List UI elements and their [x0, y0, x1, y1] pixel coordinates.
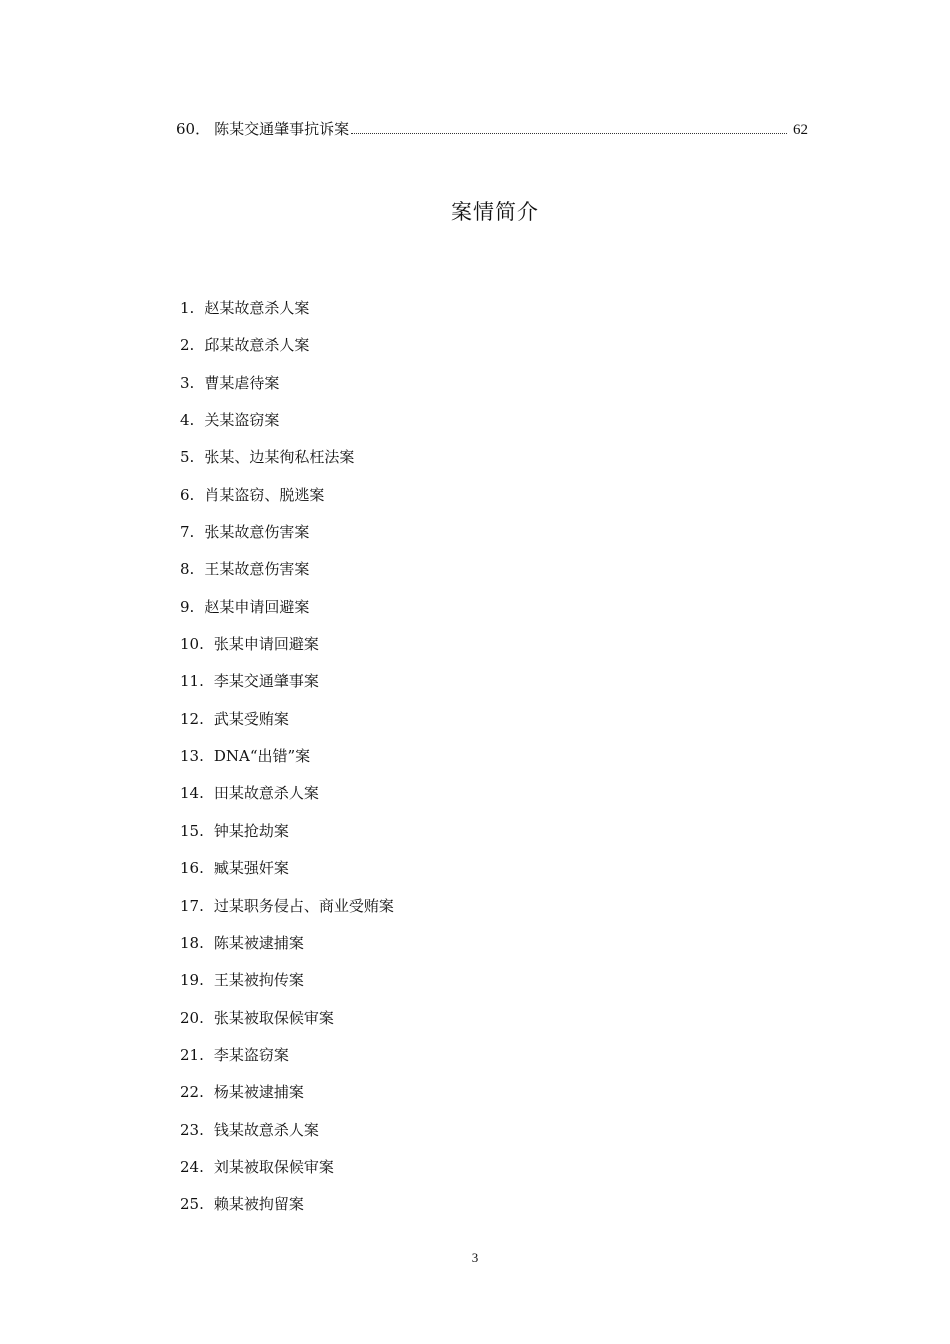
- case-number: 25.: [180, 1195, 204, 1214]
- case-number: 13.: [180, 747, 204, 766]
- case-title: 武某受贿案: [213, 709, 289, 728]
- case-list-item: [180, 557, 394, 594]
- case-list-item: [180, 445, 394, 482]
- section-title: 案情简介: [451, 200, 539, 224]
- case-title: 钱某故意杀人案: [213, 1120, 319, 1139]
- case-list-item: [180, 931, 394, 968]
- case-number: 9.: [180, 597, 195, 616]
- case-number: 24.: [180, 1157, 204, 1176]
- case-list-item: [180, 632, 394, 669]
- case-title: DNA“出错”案: [213, 747, 311, 766]
- case-number: 16.: [180, 859, 204, 878]
- toc-entry-page: 62: [793, 122, 808, 138]
- case-title: 过某职务侵占、商业受贿案: [213, 896, 394, 915]
- case-title: 臧某强奸案: [213, 859, 289, 878]
- case-list-item: [180, 894, 394, 931]
- case-number: 8.: [180, 560, 195, 579]
- case-title: 张某被取保候审案: [213, 1008, 334, 1027]
- case-title: 肖某盗窃、脱逃案: [204, 485, 325, 504]
- case-title: 李某盗窃案: [213, 1045, 289, 1064]
- case-title: 张某申请回避案: [213, 635, 319, 654]
- case-number: 2.: [180, 336, 195, 355]
- toc-leader-dots: [351, 132, 787, 134]
- case-title: 赵某故意杀人案: [204, 299, 310, 317]
- case-title: 王某被拘传案: [213, 971, 304, 990]
- case-list-item: [180, 669, 394, 706]
- toc-entry-title: 陈某交通肇事抗诉案: [214, 120, 350, 138]
- case-list-item: [180, 744, 394, 781]
- case-list-item: [180, 1192, 394, 1229]
- case-list-item: [180, 1043, 394, 1080]
- case-title: 张某故意伤害案: [204, 523, 310, 542]
- case-list-item: [180, 1006, 394, 1043]
- case-list-item: [180, 1155, 394, 1192]
- case-number: 18.: [180, 933, 204, 952]
- case-number: 11.: [180, 672, 204, 691]
- case-title: 李某交通肇事案: [213, 672, 319, 691]
- case-title: 田某故意杀人案: [213, 784, 319, 803]
- case-title: 钟某抢劫案: [213, 821, 289, 840]
- case-list-item: [180, 819, 394, 856]
- case-number: 3.: [180, 373, 195, 392]
- case-title: 赵某申请回避案: [204, 597, 310, 616]
- case-number: 1.: [180, 299, 195, 317]
- case-number: 14.: [180, 784, 204, 803]
- case-list-item: [180, 296, 394, 333]
- toc-entry-number: 60．: [176, 120, 211, 138]
- case-list-item: [180, 856, 394, 893]
- case-number: 17.: [180, 896, 204, 915]
- case-number: 5.: [180, 448, 195, 467]
- case-list-item: [180, 781, 394, 818]
- case-list-item: [180, 595, 394, 632]
- page-number: 3: [471, 1250, 479, 1265]
- case-title: 刘某被取保候审案: [213, 1157, 334, 1176]
- case-title: 赖某被拘留案: [213, 1195, 304, 1214]
- case-number: 4.: [180, 411, 195, 430]
- case-list-item: [180, 1118, 394, 1155]
- case-list-item: [180, 408, 394, 445]
- case-list-item: [180, 968, 394, 1005]
- case-number: 12.: [180, 709, 204, 728]
- case-title: 杨某被逮捕案: [213, 1083, 304, 1102]
- case-list: [180, 296, 394, 1230]
- case-list-item: [180, 520, 394, 557]
- case-title: 陈某被逮捕案: [213, 933, 304, 952]
- case-number: 21.: [180, 1045, 204, 1064]
- case-number: 19.: [180, 971, 204, 990]
- toc-entry[interactable]: [176, 118, 808, 140]
- case-number: 15.: [180, 821, 204, 840]
- case-number: 20.: [180, 1008, 204, 1027]
- case-list-item: [180, 371, 394, 408]
- case-list-item: [180, 333, 394, 370]
- case-list-item: [180, 483, 394, 520]
- case-number: 7.: [180, 523, 195, 542]
- case-number: 23.: [180, 1120, 204, 1139]
- case-number: 10.: [180, 635, 204, 654]
- case-list-item: [180, 1080, 394, 1117]
- case-title: 邱某故意杀人案: [204, 336, 310, 355]
- case-number: 6.: [180, 485, 195, 504]
- case-title: 王某故意伤害案: [204, 560, 310, 579]
- case-list-item: [180, 707, 394, 744]
- case-number: 22.: [180, 1083, 204, 1102]
- case-title: 关某盗窃案: [204, 411, 280, 430]
- case-title: 曹某虐待案: [204, 373, 280, 392]
- case-title: 张某、边某徇私枉法案: [204, 448, 355, 467]
